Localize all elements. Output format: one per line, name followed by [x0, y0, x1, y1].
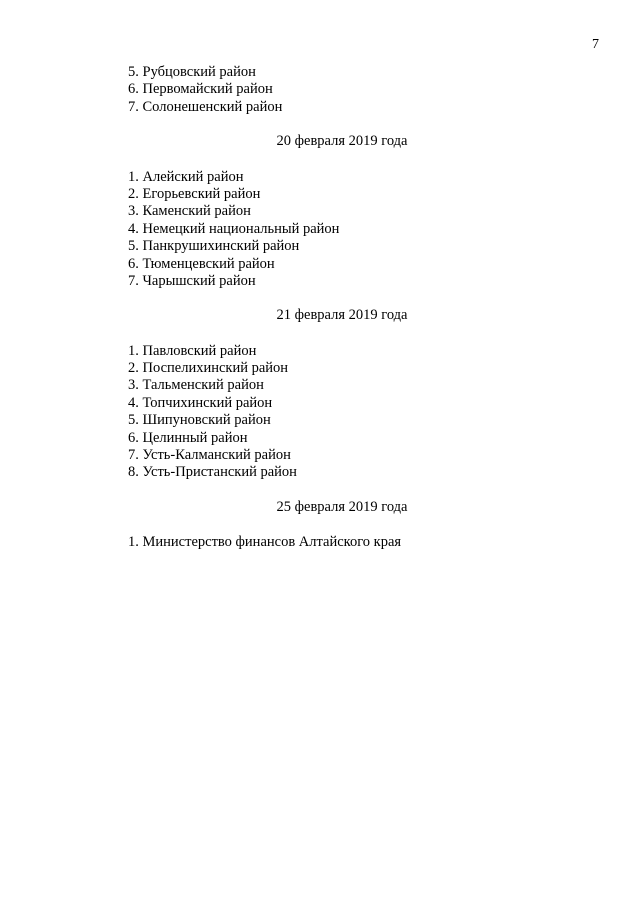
date-heading: 20 февраля 2019 года: [276, 133, 408, 150]
list-item: 6. Первомайский район: [128, 81, 273, 98]
list-item: 4. Топчихинский район: [128, 394, 273, 411]
list-item: 3. Тальменский район: [128, 377, 264, 394]
list-item: 1. Алейский район: [128, 168, 244, 185]
ministry-list: [128, 534, 568, 551]
list-item: 7. Чарышский район: [128, 272, 256, 289]
list-item: 7. Усть-Калманский район: [128, 447, 291, 464]
list-item: 5. Рубцовский район: [128, 64, 256, 80]
list-item: 1. Павловский район: [128, 342, 257, 359]
list-item: 5. Шипуновский район: [128, 412, 271, 429]
list-item: 6. Целинный район: [128, 429, 248, 446]
list-item: 8. Усть-Пристанский район: [128, 464, 297, 481]
intro-list: [128, 64, 568, 116]
list-item: 6. Тюменцевский район: [128, 255, 275, 272]
list-item: 3. Каменский район: [128, 203, 251, 220]
document-body: [128, 64, 568, 552]
list-item: 4. Немецкий национальный район: [128, 220, 340, 237]
district-list: [128, 343, 568, 482]
list-item: 1. Министерство финансов Алтайского края: [128, 534, 402, 551]
date-heading: 25 февраля 2019 года: [276, 498, 408, 515]
list-item: 2. Поспелихинский район: [128, 360, 289, 377]
page-number: 7: [592, 37, 599, 52]
district-list: [128, 169, 568, 291]
list-item: 2. Егорьевский район: [128, 185, 261, 202]
list-item: 5. Панкрушихинский район: [128, 238, 300, 255]
list-item: 7. Солонешенский район: [128, 98, 283, 115]
date-heading: 21 февраля 2019 года: [276, 307, 408, 324]
